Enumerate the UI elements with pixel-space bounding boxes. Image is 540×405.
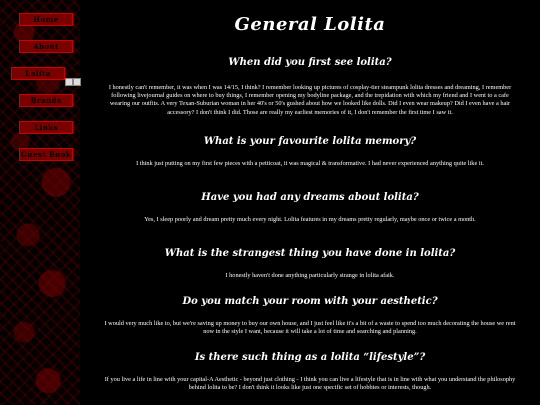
faq-item <box>100 248 520 280</box>
faq-question: Have you had any dreams about lolita? <box>201 192 419 203</box>
faq-answer: Yes, I sleep poorly and dream pretty much every night. Lolita features in my dreams pretty regularly, maybe once or twice a month. <box>144 216 476 223</box>
faq-question: Do you match your room with your aesthetic? <box>182 296 438 307</box>
nav-guestbook-button[interactable]: Guest Book <box>20 150 72 159</box>
broken-image-icon <box>73 78 81 86</box>
faq-question: What is your favourite lolita memory? <box>203 136 417 147</box>
faq-answer: I would very much like to, but we're saving up money to buy our own house, and I just feel like it's a bit of a waste to spend too much decorating the house we rent now in the style I want, because it will take a lot of time and searching and planning. <box>104 320 516 336</box>
faq-answer: I honestly haven't done anything particularly strange in lolita afaik. <box>225 272 395 279</box>
nav-links-button[interactable]: Links <box>19 121 73 134</box>
faq-answer: I think just putting on my first few pieces with a petticoat, it was magical & transformative. I had never experienced anything quite like it. <box>136 160 484 167</box>
nav-lolita-button[interactable]: Lolita <box>11 67 65 80</box>
faq-answer: I honestly can't remember, it was when I was 14/15, I think? I remember looking up pictures of cosplay-tier steampunk lolita dresses and dreaming, I remember following livejournal guides on where to buy things, I remember opening my bodyline package, and the trepidation with which my friend and I went to a cafe wearing our outfits. A very Texan-Suburian woman in her 40's or 50's gushed about how we looked like dolls. Did I even wear makeup? Did I even have a hair accessory? I don't think I did. Those are really my earliest memories of it, I don't remember the first time I saw it. <box>108 84 512 116</box>
nav-home-button[interactable]: Home <box>19 13 73 26</box>
nav-brands-button[interactable]: Brands <box>19 94 73 107</box>
faq-item <box>100 136 520 168</box>
faq-question: What is the strangest thing you have done in lolita? <box>164 248 456 259</box>
faq-item <box>100 57 520 117</box>
sidebar-nav <box>0 0 80 405</box>
faq-item <box>100 296 520 336</box>
faq-question: Is there such thing as a lolita “lifestyle”? <box>194 352 426 363</box>
faq-question: When did you first see lolita? <box>228 57 392 68</box>
nav-about-button[interactable]: About <box>19 40 73 53</box>
faq-answer: If you live a life in line with your capital-A Aesthetic - beyond just clothing - I think you can live a lifestyle that is in line with what you understand the philosophy behind lolita to be? I don't think it looks like just one specific set of hobbies or interests, though. <box>104 376 516 392</box>
faq-item <box>100 352 520 392</box>
main-content <box>100 0 520 392</box>
faq-item <box>100 192 520 224</box>
page-title: General Lolita <box>234 14 386 35</box>
broken-image-icon <box>65 78 73 86</box>
